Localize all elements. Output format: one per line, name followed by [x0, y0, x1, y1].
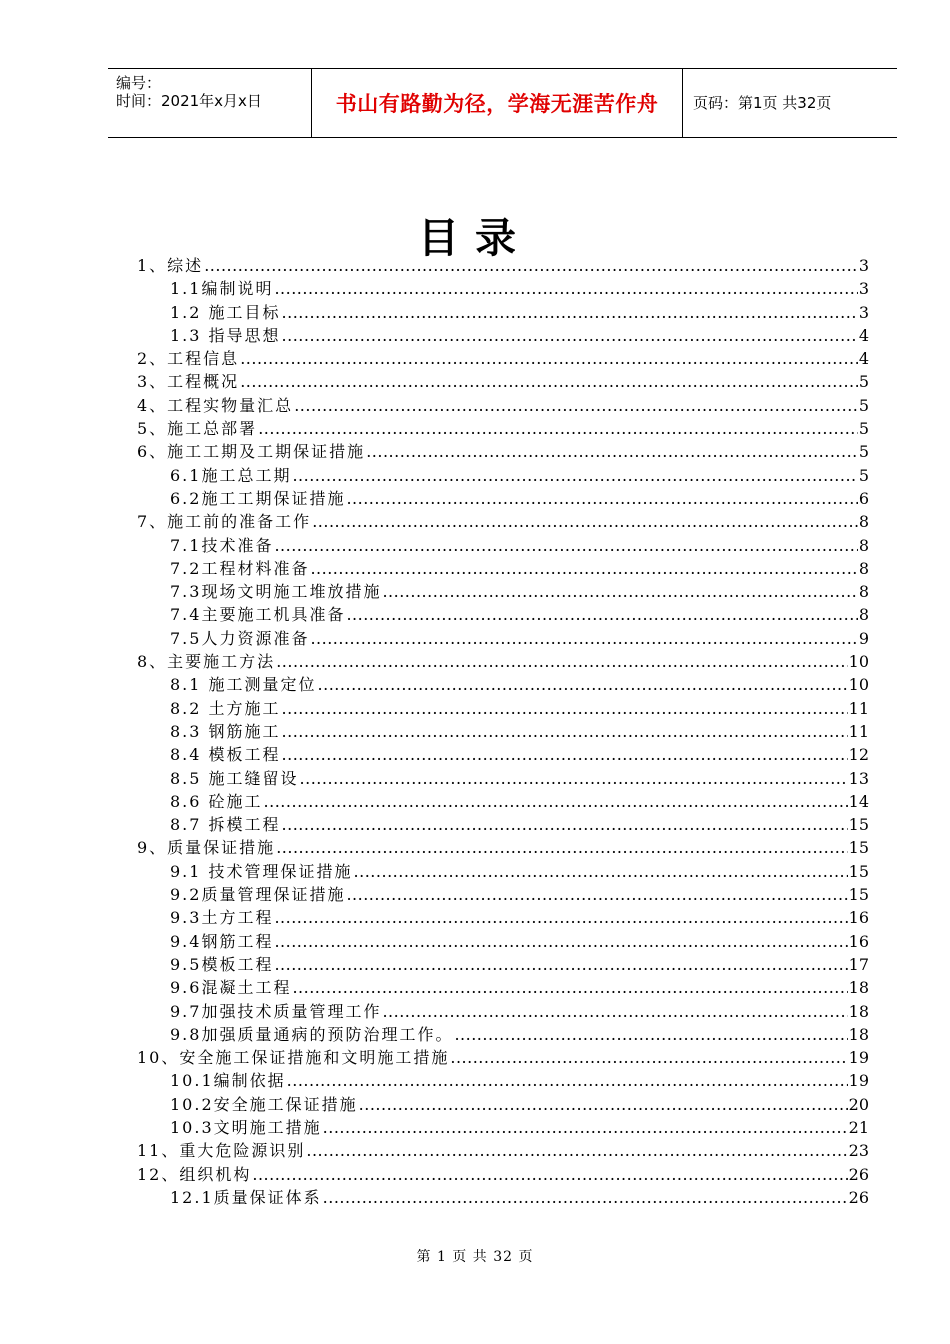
toc-entry-page: 10 — [848, 675, 869, 695]
toc-entry-page: 12 — [848, 745, 869, 765]
toc-entry[interactable] — [137, 394, 869, 417]
toc-entry-page: 4 — [858, 325, 869, 345]
toc-entry[interactable] — [137, 906, 869, 929]
toc-leader-dots — [264, 790, 848, 813]
toc-entry-label: 7.5人力资源准备 — [170, 628, 310, 648]
toc-entry-label: 7.4主要施工机具准备 — [170, 605, 346, 625]
toc-entry-page: 11 — [848, 698, 869, 718]
toc-leader-dots — [359, 1093, 848, 1116]
toc-entry-page: 14 — [848, 791, 869, 811]
header-motto-cell — [312, 69, 683, 137]
toc-entry-page: 18 — [848, 1024, 869, 1044]
toc-entry[interactable] — [137, 883, 869, 906]
toc-entry-label: 2、工程信息 — [137, 349, 240, 369]
toc-entry-label: 10.3文明施工措施 — [170, 1117, 322, 1137]
toc-leader-dots — [346, 883, 847, 906]
toc-entry[interactable] — [137, 557, 869, 580]
toc-entry-page: 8 — [858, 605, 869, 625]
toc-entry[interactable] — [137, 1023, 869, 1046]
toc-leader-dots — [382, 580, 857, 603]
toc-entry-label: 7.2工程材料准备 — [170, 558, 310, 578]
toc-leader-dots — [282, 324, 858, 347]
toc-entry-label: 6.2施工工期保证措施 — [170, 488, 346, 508]
toc-leader-dots — [240, 370, 858, 393]
toc-entry-label: 3、工程概况 — [137, 372, 240, 392]
toc-entry-label: 12、组织机构 — [137, 1164, 252, 1184]
toc-entry[interactable] — [137, 976, 869, 999]
toc-entry-label: 9、质量保证措施 — [137, 838, 276, 858]
toc-entry[interactable] — [137, 813, 869, 836]
toc-leader-dots — [310, 557, 857, 580]
toc-entry-label: 9.7加强技术质量管理工作 — [170, 1001, 382, 1021]
toc-leader-dots — [240, 347, 858, 370]
toc-entry[interactable] — [137, 324, 869, 347]
header-motto: 书山有路勤为径，学海无涯苦作舟 — [335, 92, 659, 116]
toc-entry-page: 3 — [858, 279, 869, 299]
toc-entry[interactable] — [137, 1139, 869, 1162]
page-title: 目录 — [418, 214, 532, 262]
toc-entry-label: 6.1施工总工期 — [170, 465, 292, 485]
toc-entry[interactable] — [137, 720, 869, 743]
toc-entry-label: 8.7 拆模工程 — [170, 815, 281, 835]
toc-entry-page: 13 — [848, 768, 869, 788]
toc-entry-label: 8.6 砼施工 — [170, 791, 263, 811]
toc-entry-label: 4、工程实物量汇总 — [137, 395, 294, 415]
toc-entry[interactable] — [137, 603, 869, 626]
page-footer: 第 1 页 共 32 页 — [416, 1249, 534, 1265]
toc-entry-page: 15 — [848, 838, 869, 858]
toc-entry-label: 1.3 指导思想 — [170, 325, 281, 345]
toc-entry[interactable] — [137, 417, 869, 440]
toc-leader-dots — [274, 906, 847, 929]
toc-leader-dots — [382, 1000, 847, 1023]
toc-leader-dots — [292, 464, 857, 487]
toc-entry-page: 20 — [848, 1094, 869, 1114]
toc-leader-dots — [274, 930, 847, 953]
toc-leader-dots — [287, 1069, 848, 1092]
toc-leader-dots — [312, 510, 858, 533]
table-of-contents — [137, 254, 869, 1209]
toc-entry[interactable] — [137, 1186, 869, 1209]
toc-entry-page: 5 — [858, 419, 869, 439]
toc-entry[interactable] — [137, 673, 869, 696]
toc-entry-page: 11 — [848, 721, 869, 741]
toc-entry-page: 19 — [848, 1071, 869, 1091]
toc-entry-page: 5 — [858, 395, 869, 415]
toc-entry-label: 11、重大危险源识别 — [137, 1141, 306, 1161]
toc-entry-label: 8、主要施工方法 — [137, 652, 276, 672]
toc-entry-label: 1.2 施工目标 — [170, 302, 281, 322]
toc-entry-page: 9 — [858, 628, 869, 648]
header-page-cell — [683, 69, 897, 137]
toc-entry-label: 8.3 钢筋施工 — [170, 721, 281, 741]
toc-entry-label: 10.2安全施工保证措施 — [170, 1094, 358, 1114]
toc-leader-dots — [258, 417, 858, 440]
toc-entry-page: 17 — [848, 954, 869, 974]
toc-leader-dots — [282, 813, 848, 836]
toc-entry-label: 8.1 施工测量定位 — [170, 675, 317, 695]
toc-entry[interactable] — [137, 580, 869, 603]
toc-entry[interactable] — [137, 1093, 869, 1116]
toc-leader-dots — [204, 254, 858, 277]
toc-leader-dots — [366, 440, 858, 463]
toc-leader-dots — [310, 627, 857, 650]
toc-leader-dots — [450, 1046, 847, 1069]
document-time-label: 时间：2021年x月x日 — [116, 92, 262, 110]
toc-leader-dots — [282, 720, 848, 743]
toc-entry-page: 8 — [858, 535, 869, 555]
toc-entry-label: 7.1技术准备 — [170, 535, 274, 555]
header-page-label: 页码：第1页 共32页 — [693, 94, 832, 112]
toc-entry[interactable] — [137, 440, 869, 463]
toc-entry-page: 18 — [848, 1001, 869, 1021]
toc-entry[interactable] — [137, 627, 869, 650]
toc-entry[interactable] — [137, 650, 869, 673]
toc-entry[interactable] — [137, 1116, 869, 1139]
toc-entry-label: 8.4 模板工程 — [170, 745, 281, 765]
toc-leader-dots — [274, 534, 857, 557]
toc-entry-label: 8.2 土方施工 — [170, 698, 281, 718]
toc-entry-page: 5 — [858, 372, 869, 392]
toc-entry[interactable] — [137, 836, 869, 859]
toc-entry-label: 9.2质量管理保证措施 — [170, 885, 346, 905]
toc-leader-dots — [274, 277, 857, 300]
toc-entry[interactable] — [137, 1069, 869, 1092]
toc-entry-label: 1、综述 — [137, 256, 204, 275]
toc-leader-dots — [306, 1139, 847, 1162]
toc-entry-label: 9.8加强质量通病的预防治理工作。 — [170, 1024, 454, 1044]
toc-entry[interactable] — [137, 790, 869, 813]
toc-leader-dots — [294, 394, 858, 417]
toc-leader-dots — [454, 1023, 847, 1046]
toc-leader-dots — [346, 603, 857, 626]
toc-leader-dots — [300, 767, 848, 790]
toc-entry-page: 10 — [848, 652, 869, 672]
toc-leader-dots — [276, 836, 847, 859]
toc-entry-label: 6、施工工期及工期保证措施 — [137, 442, 366, 462]
toc-entry-label: 9.1 技术管理保证措施 — [170, 861, 353, 881]
toc-leader-dots — [252, 1163, 847, 1186]
toc-entry[interactable] — [137, 953, 869, 976]
toc-leader-dots — [274, 953, 847, 976]
toc-leader-dots — [346, 487, 857, 510]
toc-entry-page: 23 — [848, 1141, 869, 1161]
document-number-label: 编号： — [116, 74, 162, 92]
toc-entry-page: 15 — [848, 885, 869, 905]
toc-entry-label: 9.3土方工程 — [170, 908, 274, 928]
toc-entry[interactable] — [137, 464, 869, 487]
toc-leader-dots — [282, 743, 848, 766]
toc-entry-page: 3 — [858, 302, 869, 322]
page-header — [108, 68, 897, 138]
toc-leader-dots — [354, 860, 848, 883]
toc-entry[interactable] — [137, 534, 869, 557]
toc-entry[interactable] — [137, 277, 869, 300]
toc-entry-label: 7.3现场文明施工堆放措施 — [170, 582, 382, 602]
toc-entry[interactable] — [137, 347, 869, 370]
toc-entry-page: 21 — [848, 1117, 869, 1137]
toc-entry-label: 1.1编制说明 — [170, 279, 274, 299]
toc-leader-dots — [292, 976, 847, 999]
toc-entry-page: 4 — [858, 349, 869, 369]
toc-leader-dots — [282, 301, 858, 324]
toc-entry-page: 5 — [858, 442, 869, 462]
toc-entry-label: 8.5 施工缝留设 — [170, 768, 299, 788]
toc-leader-dots — [282, 697, 848, 720]
toc-entry[interactable] — [137, 370, 869, 393]
toc-entry-page: 6 — [858, 488, 869, 508]
toc-entry-label: 10、安全施工保证措施和文明施工措施 — [137, 1048, 450, 1068]
toc-entry-page: 15 — [848, 861, 869, 881]
toc-entry-label: 12.1质量保证体系 — [170, 1187, 322, 1207]
header-info-cell — [108, 69, 312, 137]
toc-leader-dots — [323, 1186, 848, 1209]
toc-entry-page: 8 — [858, 582, 869, 602]
toc-entry[interactable] — [137, 487, 869, 510]
toc-entry[interactable] — [137, 254, 869, 277]
toc-entry-page: 15 — [848, 815, 869, 835]
toc-leader-dots — [276, 650, 847, 673]
toc-entry[interactable] — [137, 510, 869, 533]
toc-entry[interactable] — [137, 930, 869, 953]
toc-entry-page: 26 — [848, 1164, 869, 1184]
toc-entry[interactable] — [137, 743, 869, 766]
toc-entry-page: 19 — [848, 1048, 869, 1068]
toc-leader-dots — [318, 673, 848, 696]
toc-entry[interactable] — [137, 1046, 869, 1069]
toc-entry-label: 5、施工总部署 — [137, 419, 258, 439]
toc-entry-page: 18 — [848, 978, 869, 998]
toc-entry[interactable] — [137, 860, 869, 883]
toc-entry-page: 16 — [848, 931, 869, 951]
toc-entry[interactable] — [137, 767, 869, 790]
toc-entry[interactable] — [137, 1163, 869, 1186]
toc-entry-label: 7、施工前的准备工作 — [137, 512, 312, 532]
toc-entry-page: 8 — [858, 512, 869, 532]
toc-entry-page: 16 — [848, 908, 869, 928]
toc-leader-dots — [323, 1116, 848, 1139]
toc-entry-label: 9.4钢筋工程 — [170, 931, 274, 951]
toc-entry-page: 3 — [858, 256, 869, 275]
toc-entry[interactable] — [137, 697, 869, 720]
toc-entry[interactable] — [137, 301, 869, 324]
toc-entry-label: 9.5模板工程 — [170, 954, 274, 974]
toc-entry-label: 10.1编制依据 — [170, 1071, 286, 1091]
toc-entry-label: 9.6混凝土工程 — [170, 978, 292, 998]
toc-entry-page: 5 — [858, 465, 869, 485]
toc-entry-page: 8 — [858, 558, 869, 578]
toc-entry[interactable] — [137, 1000, 869, 1023]
toc-entry-page: 26 — [848, 1187, 869, 1207]
